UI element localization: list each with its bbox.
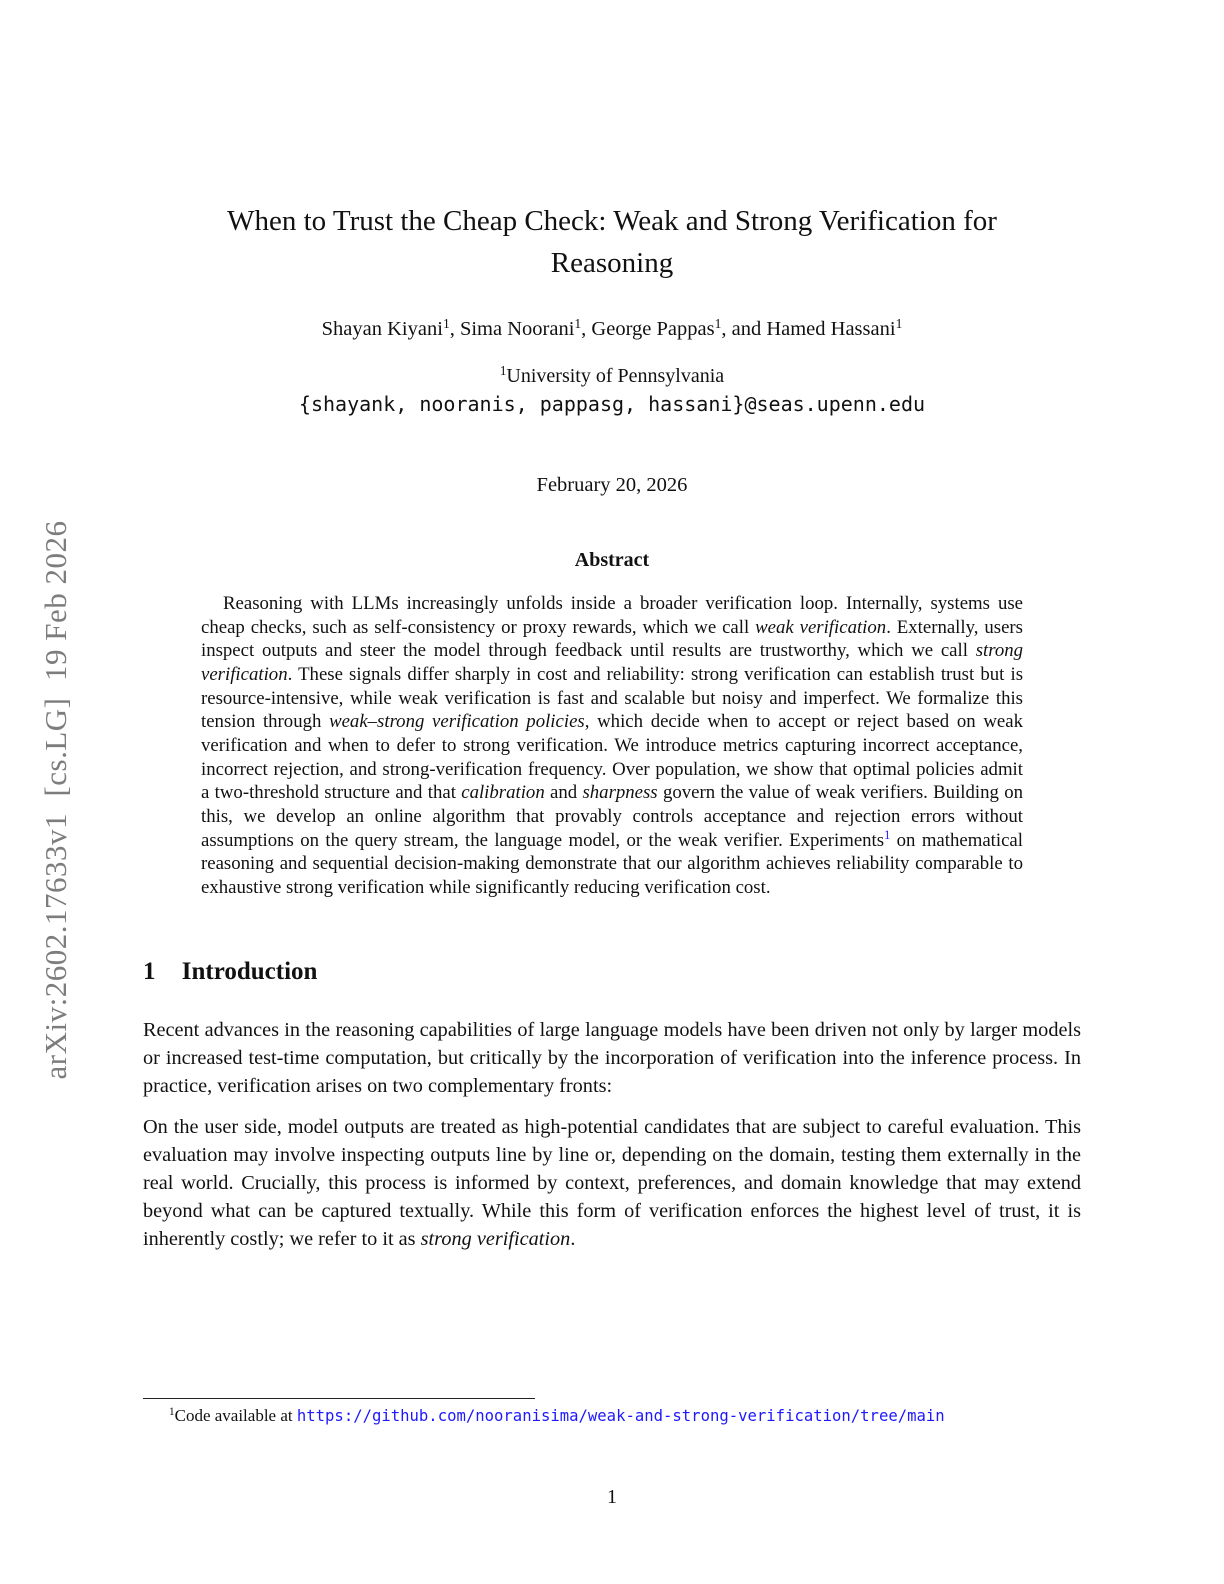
text-segment: 1 xyxy=(895,315,903,331)
text-segment: and xyxy=(544,782,583,804)
footnote-area xyxy=(143,1398,1081,1426)
text-segment: 1 xyxy=(499,362,507,378)
text-segment: strong verification xyxy=(420,1227,571,1250)
abstract-heading: Abstract xyxy=(574,549,650,572)
text-segment: Reasoning with LLMs increasingly unfolds inside a broader verification loop. Internally, systems use cheap checks, such as self-consistency or proxy rewards, which we call xyxy=(201,593,1023,638)
paper-title-line-1: When to Trust the Cheap Check: Weak and Strong Verification for xyxy=(227,205,997,237)
text-segment: on mathematical reasoning and sequential decision-making demonstrate that our algorithm achieves reliability comparable to exhaustive strong verification while significantly reducing verification cost. xyxy=(201,829,1023,899)
paper-title xyxy=(143,200,1081,284)
footnote-text: Code available at xyxy=(174,1406,297,1425)
text-segment: calibration xyxy=(461,782,545,804)
footnote-ref[interactable]: 1 xyxy=(884,828,891,842)
page-number: 1 xyxy=(607,1486,617,1508)
footnote-rule xyxy=(143,1398,535,1399)
affiliation xyxy=(143,362,1081,388)
text-segment: weak verification xyxy=(755,616,887,638)
text-segment: weak–strong verification policies xyxy=(329,711,585,733)
text-segment: . xyxy=(570,1227,576,1250)
text-segment: strong verification xyxy=(201,640,1023,686)
paper-title-line-2: Reasoning xyxy=(550,247,674,280)
abstract-body xyxy=(201,592,1023,900)
text-segment: . Externally, users inspect outputs and steer the model through feedback until results are trustworthy, which we call xyxy=(201,616,1023,662)
paper-content xyxy=(143,0,1081,1253)
section-heading-introduction xyxy=(143,958,1081,986)
email-line: {shayank, nooranis, pappasg, hassani}@seas.upenn.edu xyxy=(298,392,926,417)
section-title: Introduction xyxy=(181,957,318,985)
author-list xyxy=(143,315,1081,341)
footnote-marker: 1 xyxy=(169,1405,175,1418)
text-segment: 1 xyxy=(714,315,722,331)
text-segment: . These signals differ sharply in cost and reliability: strong verification can establish trust but is resource-intensive, while weak verification is fast and scalable but noisy and imperfect. We formalize this tension through xyxy=(201,664,1023,733)
text-segment: University of Pennsylvania xyxy=(506,365,725,388)
text-segment: , Sima Noorani xyxy=(449,318,575,341)
section-number: 1 xyxy=(143,957,156,985)
text-segment: , and Hamed Hassani xyxy=(721,318,896,341)
text-segment: sharpness xyxy=(582,782,658,804)
text-segment: 1 xyxy=(574,315,582,331)
text-segment: 1 xyxy=(442,315,450,331)
footnote-1 xyxy=(143,1406,1081,1426)
intro-paragraph-2 xyxy=(143,1113,1081,1253)
text-segment: , George Pappas xyxy=(581,318,715,341)
text-segment: govern the value of weak verifiers. Building on this, we develop an online algorithm that provably controls acceptance and rejection errors without assumptions on the query stream, the language model, or the weak verifier. Experiments xyxy=(201,782,1023,851)
code-repository-link[interactable]: https://github.com/nooranisima/weak-and-strong-verification/tree/main xyxy=(296,1407,945,1425)
intro-paragraph-1: Recent advances in the reasoning capabilities of large language models have been driven not only by larger models or increased test-time computation, but critically by the incorporation of verification into the inference process. In practice, verification arises on two complementary fronts: xyxy=(143,1018,1081,1097)
text-segment: On the user side, model outputs are treated as high-potential candidates that are subject to careful evaluation. This evaluation may involve inspecting outputs line by line or, depending on the domain, testing them externally in the real world. Crucially, this process is informed by context, preferences, and domain knowledge that may extend beyond what can be captured textually. While this form of verification enforces the highest level of trust, it is inherently costly; we refer to it as xyxy=(143,1115,1081,1250)
text-segment: Shayan Kiyani xyxy=(321,318,443,341)
date-line: February 20, 2026 xyxy=(536,474,688,497)
text-segment: , which decide when to accept or reject based on weak verification and when to defer to strong verification. We introduce metrics capturing incorrect acceptance, incorrect rejection, and strong-verification frequency. Over population, we show that optimal policies admit a two-threshold structure and that xyxy=(201,711,1023,804)
arxiv-banner: arXiv:2602.17633v1 [cs.LG] 19 Feb 2026 xyxy=(38,520,73,1080)
